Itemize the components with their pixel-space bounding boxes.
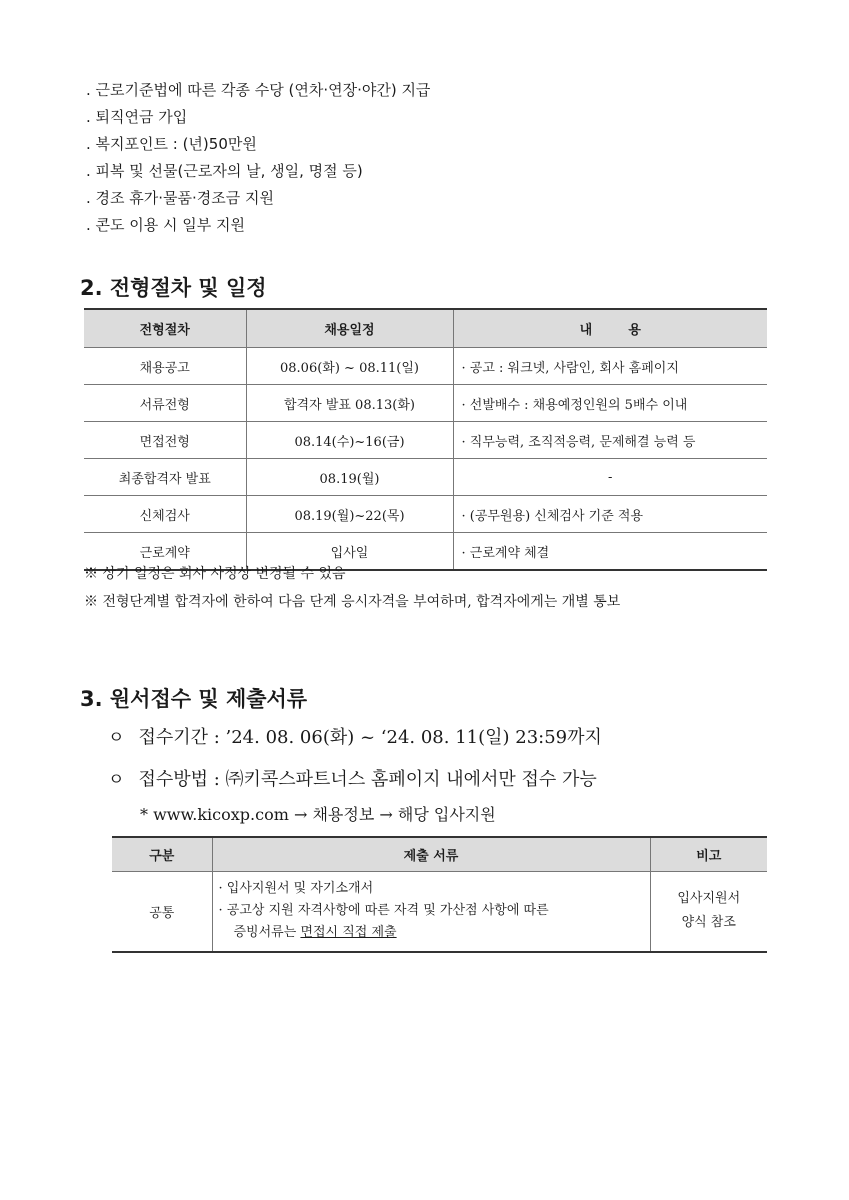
documents-table — [112, 836, 767, 953]
table-header-row — [112, 837, 767, 872]
application-method-text: 접수방법 : ㈜키콕스파트너스 홈페이지 내에서만 접수 가능 — [138, 769, 597, 790]
cell-step: 근로계약 — [84, 533, 246, 571]
list-item: . 피복 및 선물(근로자의 날, 생일, 명절 등) — [86, 162, 363, 180]
schedule-table — [84, 308, 767, 571]
list-item: . 경조 휴가·물품·경조금 지원 — [86, 189, 274, 207]
application-method — [108, 765, 597, 791]
cell-remark — [650, 872, 767, 952]
table-header-row — [84, 309, 767, 348]
doc-line-text: 증빙서류는 — [233, 925, 301, 941]
circle-bullet-icon: ㅇ — [108, 770, 125, 790]
cell-schedule: 입사일 — [246, 533, 453, 571]
header-documents: 제출 서류 — [212, 837, 650, 872]
doc-line — [219, 922, 644, 944]
cell-schedule: 08.19(월)~22(목) — [246, 496, 453, 533]
application-period-text: 접수기간 : ’24. 08. 06(화) ~ ‘24. 08. 11(일) 23:59까지 — [138, 727, 602, 748]
application-url-path: * www.kicoxp.com → 채용정보 → 해당 입사지원 — [140, 805, 496, 824]
table-row — [84, 459, 767, 496]
cell-schedule: 08.19(월) — [246, 459, 453, 496]
header-schedule: 채용일정 — [246, 309, 453, 348]
cell-schedule: 08.14(수)~16(금) — [246, 422, 453, 459]
cell-step: 서류전형 — [84, 385, 246, 422]
remark-line: 입사지원서 — [677, 891, 741, 907]
table-row — [112, 872, 767, 952]
table-row — [84, 385, 767, 422]
remark-line: 양식 참조 — [681, 915, 736, 931]
cell-content: · (공무원용) 신체검사 기준 적용 — [453, 496, 767, 533]
doc-line: · 입사지원서 및 자기소개서 — [218, 881, 374, 897]
header-remark: 비고 — [650, 837, 767, 872]
table-row — [84, 422, 767, 459]
cell-category: 공통 — [112, 872, 212, 952]
section2-title: 2. 전형절차 및 일정 — [80, 276, 267, 300]
note-item: ※ 전형단계별 합격자에 한하여 다음 단계 응시자격을 부여하며, 합격자에게는 개별 통보 — [84, 594, 621, 610]
circle-bullet-icon: ㅇ — [108, 728, 125, 748]
header-content: 내 용 — [453, 309, 767, 348]
list-item: . 콘도 이용 시 일부 지원 — [86, 216, 246, 234]
cell-content: · 근로계약 체결 — [453, 533, 767, 571]
note-item: ※ 상기 일정은 회사 사정상 변경될 수 있음 — [84, 566, 346, 582]
header-category: 구분 — [112, 837, 212, 872]
doc-line: · 공고상 지원 자격사항에 따른 자격 및 가산점 사항에 따른 — [218, 903, 549, 919]
cell-step: 채용공고 — [84, 348, 246, 385]
cell-step: 면접전형 — [84, 422, 246, 459]
list-item: . 퇴직연금 가입 — [86, 108, 188, 126]
cell-content: - — [453, 459, 767, 496]
table-row — [84, 348, 767, 385]
cell-schedule: 합격자 발표 08.13(화) — [246, 385, 453, 422]
schedule-notes — [84, 562, 620, 618]
application-period — [108, 723, 602, 749]
list-item: . 복지포인트 : (년)50만원 — [86, 135, 257, 153]
cell-schedule: 08.06(화) ~ 08.11(일) — [246, 348, 453, 385]
header-step: 전형절차 — [84, 309, 246, 348]
cell-step: 최종합격자 발표 — [84, 459, 246, 496]
cell-step: 신체검사 — [84, 496, 246, 533]
list-item: . 근로기준법에 따른 각종 수당 (연차·연장·야간) 지급 — [86, 81, 431, 99]
doc-line-underlined: 면접시 직접 제출 — [300, 925, 397, 941]
table-row — [84, 496, 767, 533]
cell-content: · 공고 : 워크넷, 사람인, 회사 홈페이지 — [453, 348, 767, 385]
cell-content: · 선발배수 : 채용예정인원의 5배수 이내 — [453, 385, 767, 422]
benefits-list — [86, 78, 430, 240]
cell-documents — [212, 872, 650, 952]
section3-title: 3. 원서접수 및 제출서류 — [80, 687, 308, 711]
cell-content: · 직무능력, 조직적응력, 문제해결 능력 등 — [453, 422, 767, 459]
